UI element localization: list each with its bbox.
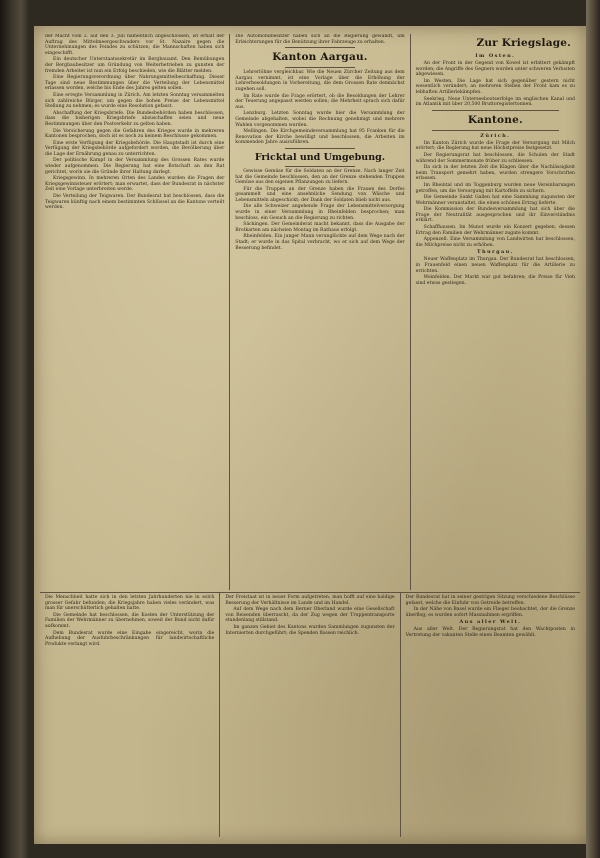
article-paragraph: Im Westen. Die Lage hat sich gegenüber gestern nicht wesentlich verändert; an mehreren Stellen der Front kam es zu lebhaften Artilleriekämpfen. (415, 78, 575, 95)
article-paragraph: Die alle Schweizer angehende Frage der Lebensmittelversorgung wurde in einer Versammlung in Rheinfelden besprochen; man beschloss, ein Gesuch an die Regierung zu richten. (235, 204, 405, 221)
upper-columns (40, 34, 580, 590)
article-paragraph: Lehrerlöhne vergleichbar. Wie die Neuen Zürcher Zeitung aus dem Aargau vernimmt, ist eine Vorlage über die Erhöhung der Lehrerbesoldungen in Vorbereitung, die dem Grossen Rate demnächst zugehen soll. (235, 70, 405, 92)
article-paragraph: der Macht vom 2. auf den 3. Juli namentlich abgeschlossen, ist erhalt der Auftrag des Mittelmeergeschwaders vor St. Nazaire gegen die Unternehmungen des Feindes zu schützen; die Mannschaften haben sich eingeschifft. (45, 34, 225, 56)
article-paragraph: Säckingen. Der Gemeinderat macht bekannt, dass die Ausgabe der Brotkarten am nächsten Montag im Rathaus erfolgt. (235, 222, 405, 233)
bottom-column-3 (401, 593, 580, 837)
article-paragraph: Weinfelden. Der Markt war gut befahren; die Preise für Vieh sind etwas gestiegen. (415, 275, 575, 286)
article-paragraph: Die Automobilbesitzer haben sich an die Regierung gewandt, um Erleichterungen für die Benützung ihrer Fahrzeuge zu erhalten. (235, 34, 405, 45)
article-paragraph: Schaffhausen. Im Munot wurde ein Konzert gegeben, dessen Ertrag den Familien der Wehrmänner zugute kommt. (415, 225, 575, 236)
subheading-zuerich: Zürich. (480, 132, 511, 139)
article-paragraph: Der Freistaat ist in neuer Form aufgetreten; man hofft auf eine baldige Besserung der Verhältnisse im Lande und im Handel. (225, 595, 395, 606)
article-paragraph: Die Verteilung der Teigwaren. Der Bundesrat hat beschlossen, dass die Teigwaren künftig nach einem bestimmten Schlüssel an die Kantone verteilt werden. (45, 194, 225, 211)
article-paragraph: An der Front in der Gegend von Kowel ist erbittert gekämpft worden; die Angriffe des Gegners wurden unter schweren Verlusten abgewiesen. (415, 61, 575, 78)
divider (285, 47, 354, 48)
article-paragraph: Gewisse Gemüse für die Soldaten an der Grenze. Nach langer Zeit hat die Gemeinde beschlossen, den an der Grenze stehenden Truppen Gemüse aus den eigenen Pflanzungen zu liefern. (235, 168, 405, 186)
column-1 (40, 34, 229, 590)
article-paragraph: Im ganzen Gebiet des Kantons wurden Sammlungen zugunsten der Internierten durchgeführt; die Spenden flossen reichlich. (225, 624, 395, 636)
article-paragraph: Die Versicherung gegen die Gefahren des Krieges wurde in mehreren Kantonen besprochen, doch ist es noch zu keinem Beschlusse gekommen. (45, 128, 225, 140)
article-paragraph: Im Kanton Zürich wurde die Frage der Versorgung mit Milch erörtert; die Regierung hat neue Höchstpreise festgesetzt. (415, 140, 575, 152)
article-paragraph: Der Regierungsrat hat beschlossen, die Schulen der Stadt während der Sommermonate früher zu schliessen. (415, 152, 575, 164)
article-paragraph: Im Rate wurde die Frage erörtert, ob die Besoldungen der Lehrer der Teuerung angepasst werden sollen; die Mehrheit sprach sich dafür aus. (235, 93, 405, 110)
book-binding (0, 0, 30, 858)
article-paragraph: Der Bundesrat hat in seiner gestrigen Sitzung verschiedene Beschlüsse gefasst, welche die Einfuhr von Getreide betreffen. (405, 595, 575, 606)
article-paragraph: Da sich in der letzten Zeit die Klagen über die Nachlässigkeit beim Transport gemehrt haben, wurden strengere Vorschriften erlassen. (415, 165, 575, 182)
subheading-aus-aller-welt: Aus aller Welt. (459, 619, 522, 626)
column-3 (411, 34, 580, 590)
subheading-thurgau: Thurgau. (476, 249, 514, 256)
article-paragraph: Die Gemeinde Sankt Gallen hat eine Sammlung zugunsten der Wehrmänner veranstaltet, die einen schönen Ertrag lieferte. (415, 195, 575, 206)
article-paragraph: Rheinfelden. Ein junger Mann verunglückte auf dem Wege nach der Stadt; er wurde in das Spital verbracht, wo er sich auf dem Wege der Besserung befindet. (235, 234, 405, 251)
divider (285, 166, 354, 167)
article-paragraph: Neuer Waffenplatz im Thurgau. Der Bundesrat hat beschlossen, in Frauenfeld einen neuen Waffenplatz für die Artillerie zu errichten. (415, 257, 575, 274)
divider (432, 110, 559, 111)
divider (285, 148, 354, 149)
article-paragraph: Eine erste Verfügung der Kriegsbehörde. Die Hauptstadt ist durch eine Verfügung der Kriegsbehörde aufgefordert worden, die Bevölkerung über die Lage der Ernährung genau zu unterrichten. (45, 140, 225, 157)
article-paragraph: Ein deutscher Unterstaatssekretär im Bergbauamt. Den Bemühungen der Bergbaubesitzer um Gründung von Weiterbetrieben zu gunsten der fremden Arbeiter ist nun ein Erfolg beschieden, wie die Blätter melden. (45, 57, 225, 74)
article-paragraph: Eine Regierungsverordnung über Nahrungsmittelbeschaffung. Dieser Tage sind neue Bestimmungen über die Verteilung der Lebensmittel erlassen worden, welche bis Ende des Jahres gelten sollen. (45, 75, 225, 92)
article-paragraph: Der politische Kampf in der Versammlung des Grossen Rates wurde wieder aufgenommen. Die Regierung hat eine Botschaft an den Rat gerichtet, worin sie die Gründe ihrer Haltung darlegt. (45, 158, 225, 175)
article-paragraph: Die Gemeinde hat beschlossen, die Kosten der Unterstützung der Familien der Wehrmänner zu übernehmen, soweit der Bund nicht dafür aufkommt. (45, 612, 215, 629)
section-heading-kriegslage: Zur Kriegslage. (476, 37, 571, 49)
article-paragraph: Mellingen. Die Kirchgemeindeversammlung hat 95 Franken für die Renovation der Kirche bewilligt und beschlossen, die Arbeiten im kommenden Jahre auszuführen. (235, 129, 405, 146)
newspaper-page (34, 26, 586, 844)
section-heading-fricktal: Fricktal und Umgebung. (254, 151, 386, 163)
article-paragraph: Seekrieg. Neue Unterseebootserfolge im englischen Kanal und im Atlantik mit über 20,500 Bruttoregistertonnen. (415, 96, 575, 108)
lower-columns (40, 592, 580, 837)
article-paragraph: Lenzburg. Letzten Sonntag wurde hier die Versammlung der Gemeinde abgehalten, wobei die Rechnung genehmigt und mehrere Wahlen vorgenommen wurden. (235, 111, 405, 128)
article-paragraph: Kriegsgewinn. In mehreren Orten des Landes wurden die Fragen der Kriegsgewinnsteuer erörtert; man erwartet, dass der Bundesrat in nächster Zeit eine Vorlage unterbreiten werde. (45, 176, 225, 193)
article-paragraph: Aus aller Welt. Der Regierungsrat hat den Wachtposten in Vertretung der vakanten Stelle einen Beamten gewählt. (405, 627, 575, 638)
article-paragraph: Die Menschheit hatte sich in den letzten Jahrhunderten nie in solch grosser Gefahr befunden; die Kriegsjahre haben vieles verändert, was man für unerschütterlich gehalten hatte. (45, 595, 215, 612)
article-paragraph: Abschaffung der Kriegsbriefe. Die Bundesbehörden haben beschlossen, dass die bisherigen Kriegsbriefe abzuschaffen seien und neue Bestimmungen über den Postverkehr zu gelten haben. (45, 110, 225, 127)
article-paragraph: Im Rheintal und im Toggenburg wurden neue Vereinbarungen getroffen, um die Versorgung mit Kartoffeln zu sichern. (415, 182, 575, 194)
divider (432, 130, 559, 131)
article-paragraph: In der Nähe von Basel wurde ein Flieger beobachtet, der die Grenze überflog; es wurden sofort Massnahmen ergriffen. (405, 607, 575, 618)
bottom-column-2 (220, 593, 399, 837)
section-heading-aargau: Kanton Aargau. (272, 51, 368, 64)
bottom-column-1 (40, 593, 219, 837)
article-paragraph: Appenzell. Eine Versammlung von Landwirten hat beschlossen, die Milchpreise nicht zu erhöhen. (415, 237, 575, 248)
article-paragraph: Eine erregte Versammlung in Zürich. Am letzten Sonntag versammelten sich zahlreiche Bürger, um gegen die hohen Preise der Lebensmittel Stellung zu nehmen; es wurde eine Resolution gefasst. (45, 92, 225, 110)
page-edge (586, 0, 600, 858)
article-paragraph: Für die Truppen an der Grenze haben die Frauen des Dorfes gesammelt und eine ansehnliche Sendung von Wäsche und Lebensmitteln abgeschickt; der Dank der Soldaten blieb nicht aus. (235, 186, 405, 203)
section-heading-kantone: Kantone. (467, 113, 523, 126)
article-paragraph: Auf dem Wege nach dem Berner Oberland wurde eine Gesellschaft von Reisenden überrascht, da der Zug wegen der Truppentransporte stundenlang stillstand. (225, 607, 395, 624)
article-paragraph: Die Kommission der Bundesversammlung hat sich über die Frage der Neutralität ausgesprochen und ihr Einverständnis erklärt. (415, 207, 575, 224)
subheading-osten: Im Osten. (475, 53, 516, 59)
divider (285, 67, 354, 68)
article-paragraph: Dem Bundesrat wurde eine Eingabe eingereicht, worin die Aufhebung der Ausfuhrbeschränkungen für landwirtschaftliche Produkte verlangt wird. (45, 630, 215, 647)
column-2 (230, 34, 409, 590)
